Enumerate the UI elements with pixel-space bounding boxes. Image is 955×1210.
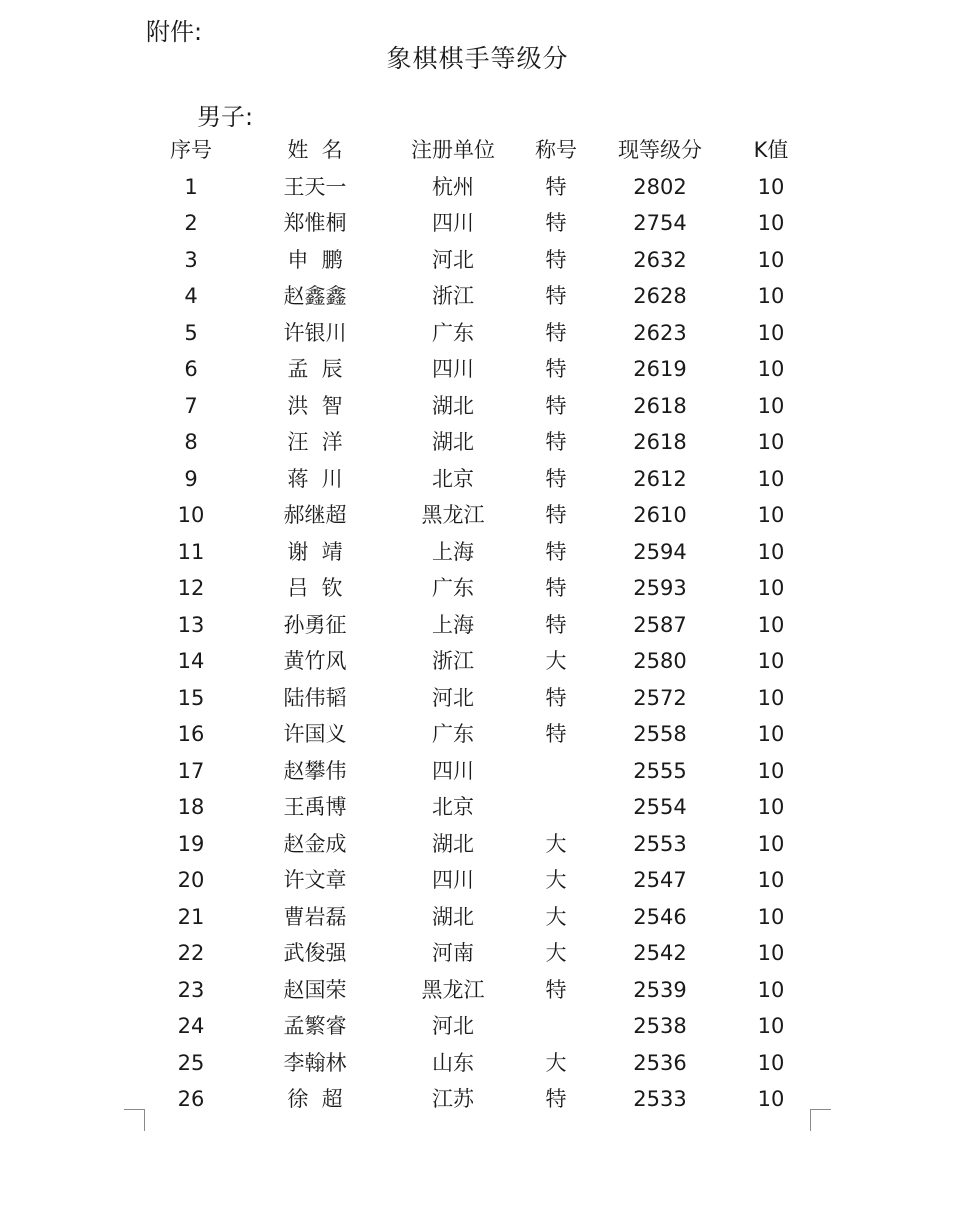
cell-title: 特 bbox=[545, 320, 567, 345]
cell-score: 2632 bbox=[633, 247, 687, 272]
cell-score: 2628 bbox=[633, 284, 687, 308]
cell-title bbox=[520, 789, 592, 826]
cell-title: 大 bbox=[545, 831, 567, 856]
cell-seq: 1 bbox=[184, 174, 198, 199]
cell-unit: 四川 bbox=[432, 211, 474, 235]
header-name: 姓 名 bbox=[287, 138, 343, 162]
cell-title: 特 bbox=[545, 612, 567, 637]
cell-title bbox=[520, 753, 592, 790]
table-row bbox=[0, 497, 955, 534]
cell-name: 赵鑫鑫 bbox=[283, 284, 347, 308]
cell-score: 2546 bbox=[633, 904, 687, 929]
cell-unit: 山东 bbox=[432, 1050, 474, 1075]
table-row bbox=[0, 935, 955, 972]
cell-name: 蒋 川 bbox=[287, 466, 343, 491]
cell-seq: 19 bbox=[177, 831, 205, 856]
cell-unit: 河北 bbox=[432, 1014, 474, 1038]
cell-score: 2610 bbox=[633, 503, 687, 527]
cell-k: 10 bbox=[757, 795, 785, 819]
cell-score: 2539 bbox=[633, 977, 687, 1002]
cell-name: 陆伟韬 bbox=[283, 685, 347, 710]
cell-title: 特 bbox=[545, 430, 567, 454]
cell-seq: 13 bbox=[177, 612, 205, 637]
cell-k: 10 bbox=[757, 868, 785, 892]
cell-unit: 河南 bbox=[432, 941, 474, 965]
table-row bbox=[0, 1045, 955, 1082]
table-row bbox=[0, 205, 955, 242]
cell-title: 特 bbox=[545, 539, 567, 564]
cell-unit: 浙江 bbox=[432, 284, 474, 308]
cell-title: 大 bbox=[545, 649, 567, 673]
cell-unit: 上海 bbox=[432, 539, 474, 564]
cell-k: 10 bbox=[757, 758, 785, 783]
cell-name: 许银川 bbox=[283, 320, 347, 345]
table-row bbox=[0, 570, 955, 607]
cell-name: 郝继超 bbox=[283, 503, 347, 527]
cell-unit: 黑龙江 bbox=[421, 977, 485, 1002]
cell-title: 特 bbox=[545, 722, 567, 746]
cell-title: 特 bbox=[545, 357, 567, 381]
cell-seq: 21 bbox=[177, 904, 205, 929]
cell-seq: 12 bbox=[177, 576, 205, 600]
cell-title: 特 bbox=[545, 685, 567, 710]
cell-seq: 23 bbox=[177, 977, 205, 1002]
cell-title: 特 bbox=[545, 174, 567, 199]
table-row bbox=[0, 461, 955, 498]
cell-k: 10 bbox=[757, 284, 785, 308]
cell-score: 2754 bbox=[633, 211, 687, 235]
cell-name: 黄竹风 bbox=[283, 649, 347, 673]
cell-name: 武俊强 bbox=[283, 941, 347, 965]
cell-score: 2619 bbox=[633, 357, 687, 381]
cell-unit: 四川 bbox=[432, 357, 474, 381]
cell-unit: 黑龙江 bbox=[421, 503, 485, 527]
page-corner-mark-left-vertical bbox=[144, 1109, 145, 1131]
cell-title: 特 bbox=[545, 466, 567, 491]
cell-name: 孟 辰 bbox=[287, 357, 343, 381]
table-row bbox=[0, 826, 955, 863]
cell-score: 2580 bbox=[633, 649, 687, 673]
cell-k: 10 bbox=[757, 904, 785, 929]
cell-seq: 9 bbox=[184, 466, 198, 491]
cell-score: 2555 bbox=[633, 758, 687, 783]
cell-name: 赵攀伟 bbox=[283, 758, 347, 783]
cell-seq: 24 bbox=[177, 1014, 205, 1038]
table-row bbox=[0, 242, 955, 279]
cell-seq: 3 bbox=[184, 247, 198, 272]
cell-k: 10 bbox=[757, 612, 785, 637]
cell-title: 特 bbox=[545, 576, 567, 600]
cell-score: 2554 bbox=[633, 795, 687, 819]
cell-k: 10 bbox=[757, 977, 785, 1002]
cell-title: 大 bbox=[545, 868, 567, 892]
cell-k: 10 bbox=[757, 831, 785, 856]
table-row bbox=[0, 643, 955, 680]
cell-seq: 2 bbox=[184, 211, 198, 235]
cell-title: 特 bbox=[545, 503, 567, 527]
document-title: 象棋棋手等级分 bbox=[386, 44, 569, 73]
cell-score: 2593 bbox=[633, 576, 687, 600]
table-row bbox=[0, 534, 955, 571]
cell-name: 曹岩磊 bbox=[283, 904, 347, 929]
table-row bbox=[0, 388, 955, 425]
table-row bbox=[0, 1008, 955, 1045]
cell-title: 特 bbox=[545, 211, 567, 235]
table-row bbox=[0, 315, 955, 352]
cell-k: 10 bbox=[757, 211, 785, 235]
cell-title: 特 bbox=[545, 247, 567, 272]
table-row bbox=[0, 607, 955, 644]
table-row bbox=[0, 424, 955, 461]
cell-score: 2553 bbox=[633, 831, 687, 856]
cell-unit: 北京 bbox=[432, 466, 474, 491]
cell-k: 10 bbox=[757, 941, 785, 965]
section-label-men: 男子: bbox=[197, 103, 254, 131]
table-row bbox=[0, 972, 955, 1009]
cell-seq: 18 bbox=[177, 795, 205, 819]
attachment-label: 附件: bbox=[146, 18, 203, 46]
cell-unit: 杭州 bbox=[432, 174, 474, 199]
table-row bbox=[0, 278, 955, 315]
cell-k: 10 bbox=[757, 685, 785, 710]
cell-seq: 26 bbox=[177, 1087, 205, 1111]
cell-k: 10 bbox=[757, 247, 785, 272]
cell-unit: 广东 bbox=[432, 722, 474, 746]
cell-name: 王禹博 bbox=[283, 795, 347, 819]
cell-score: 2572 bbox=[633, 685, 687, 710]
cell-score: 2612 bbox=[633, 466, 687, 491]
cell-seq: 6 bbox=[184, 357, 198, 381]
cell-k: 10 bbox=[757, 576, 785, 600]
cell-unit: 北京 bbox=[432, 795, 474, 819]
cell-unit: 四川 bbox=[432, 868, 474, 892]
cell-k: 10 bbox=[757, 649, 785, 673]
cell-name: 谢 靖 bbox=[287, 539, 343, 564]
cell-title: 特 bbox=[545, 393, 567, 418]
cell-score: 2594 bbox=[633, 539, 687, 564]
cell-seq: 7 bbox=[184, 393, 198, 418]
cell-seq: 15 bbox=[177, 685, 205, 710]
page-corner-mark-right bbox=[810, 1109, 831, 1110]
cell-k: 10 bbox=[757, 1014, 785, 1038]
header-seq: 序号 bbox=[170, 138, 212, 162]
cell-seq: 4 bbox=[184, 284, 198, 308]
cell-k: 10 bbox=[757, 357, 785, 381]
cell-unit: 河北 bbox=[432, 247, 474, 272]
cell-unit: 湖北 bbox=[432, 831, 474, 856]
cell-k: 10 bbox=[757, 722, 785, 746]
table-row bbox=[0, 899, 955, 936]
table-row bbox=[0, 716, 955, 753]
cell-name: 李翰林 bbox=[283, 1050, 347, 1075]
cell-score: 2542 bbox=[633, 941, 687, 965]
cell-unit: 广东 bbox=[432, 576, 474, 600]
cell-k: 10 bbox=[757, 539, 785, 564]
cell-name: 许国义 bbox=[283, 722, 347, 746]
cell-name: 汪 洋 bbox=[287, 430, 343, 454]
cell-score: 2802 bbox=[633, 174, 687, 199]
header-score: 现等级分 bbox=[618, 138, 702, 162]
cell-score: 2536 bbox=[633, 1050, 687, 1075]
cell-title bbox=[520, 1008, 592, 1045]
cell-unit: 浙江 bbox=[432, 649, 474, 673]
cell-name: 王天一 bbox=[283, 174, 347, 199]
table-row bbox=[0, 680, 955, 717]
cell-seq: 25 bbox=[177, 1050, 205, 1075]
cell-name: 孟繁睿 bbox=[283, 1014, 347, 1038]
table-row bbox=[0, 351, 955, 388]
cell-name: 郑惟桐 bbox=[283, 211, 347, 235]
cell-unit: 广东 bbox=[432, 320, 474, 345]
rating-table bbox=[0, 132, 955, 1118]
cell-name: 洪 智 bbox=[287, 393, 343, 418]
cell-title: 大 bbox=[545, 1050, 567, 1075]
cell-seq: 14 bbox=[177, 649, 205, 673]
cell-k: 10 bbox=[757, 320, 785, 345]
cell-title: 特 bbox=[545, 977, 567, 1002]
table-row bbox=[0, 789, 955, 826]
cell-score: 2547 bbox=[633, 868, 687, 892]
cell-seq: 16 bbox=[177, 722, 205, 746]
cell-name: 申 鹏 bbox=[287, 247, 343, 272]
table-row bbox=[0, 169, 955, 206]
cell-seq: 17 bbox=[177, 758, 205, 783]
cell-seq: 11 bbox=[177, 539, 205, 564]
table-row bbox=[0, 862, 955, 899]
page-corner-mark-left bbox=[124, 1109, 145, 1110]
header-title: 称号 bbox=[535, 138, 577, 162]
cell-name: 徐 超 bbox=[287, 1087, 343, 1111]
cell-unit: 湖北 bbox=[432, 393, 474, 418]
cell-name: 赵国荣 bbox=[283, 977, 347, 1002]
cell-unit: 湖北 bbox=[432, 904, 474, 929]
cell-score: 2618 bbox=[633, 430, 687, 454]
cell-k: 10 bbox=[757, 503, 785, 527]
cell-title: 特 bbox=[545, 284, 567, 308]
cell-seq: 20 bbox=[177, 868, 205, 892]
cell-score: 2587 bbox=[633, 612, 687, 637]
cell-k: 10 bbox=[757, 430, 785, 454]
cell-k: 10 bbox=[757, 466, 785, 491]
table-header-row bbox=[0, 132, 955, 169]
cell-k: 10 bbox=[757, 174, 785, 199]
header-k: K值 bbox=[753, 138, 789, 162]
cell-score: 2538 bbox=[633, 1014, 687, 1038]
cell-title: 大 bbox=[545, 941, 567, 965]
cell-score: 2618 bbox=[633, 393, 687, 418]
table-row bbox=[0, 753, 955, 790]
cell-title: 特 bbox=[545, 1087, 567, 1111]
cell-score: 2623 bbox=[633, 320, 687, 345]
cell-seq: 8 bbox=[184, 430, 198, 454]
cell-seq: 10 bbox=[177, 503, 205, 527]
cell-unit: 上海 bbox=[432, 612, 474, 637]
cell-score: 2558 bbox=[633, 722, 687, 746]
cell-title: 大 bbox=[545, 904, 567, 929]
cell-k: 10 bbox=[757, 1087, 785, 1111]
cell-unit: 江苏 bbox=[432, 1087, 474, 1111]
cell-score: 2533 bbox=[633, 1087, 687, 1111]
cell-seq: 22 bbox=[177, 941, 205, 965]
header-unit: 注册单位 bbox=[411, 138, 495, 162]
cell-unit: 河北 bbox=[432, 685, 474, 710]
cell-name: 许文章 bbox=[283, 868, 347, 892]
cell-k: 10 bbox=[757, 393, 785, 418]
cell-unit: 湖北 bbox=[432, 430, 474, 454]
page-corner-mark-right-vertical bbox=[810, 1109, 811, 1131]
cell-seq: 5 bbox=[184, 320, 198, 345]
cell-unit: 四川 bbox=[432, 758, 474, 783]
cell-name: 吕 钦 bbox=[287, 576, 343, 600]
cell-name: 赵金成 bbox=[283, 831, 347, 856]
cell-name: 孙勇征 bbox=[283, 612, 347, 637]
cell-k: 10 bbox=[757, 1050, 785, 1075]
